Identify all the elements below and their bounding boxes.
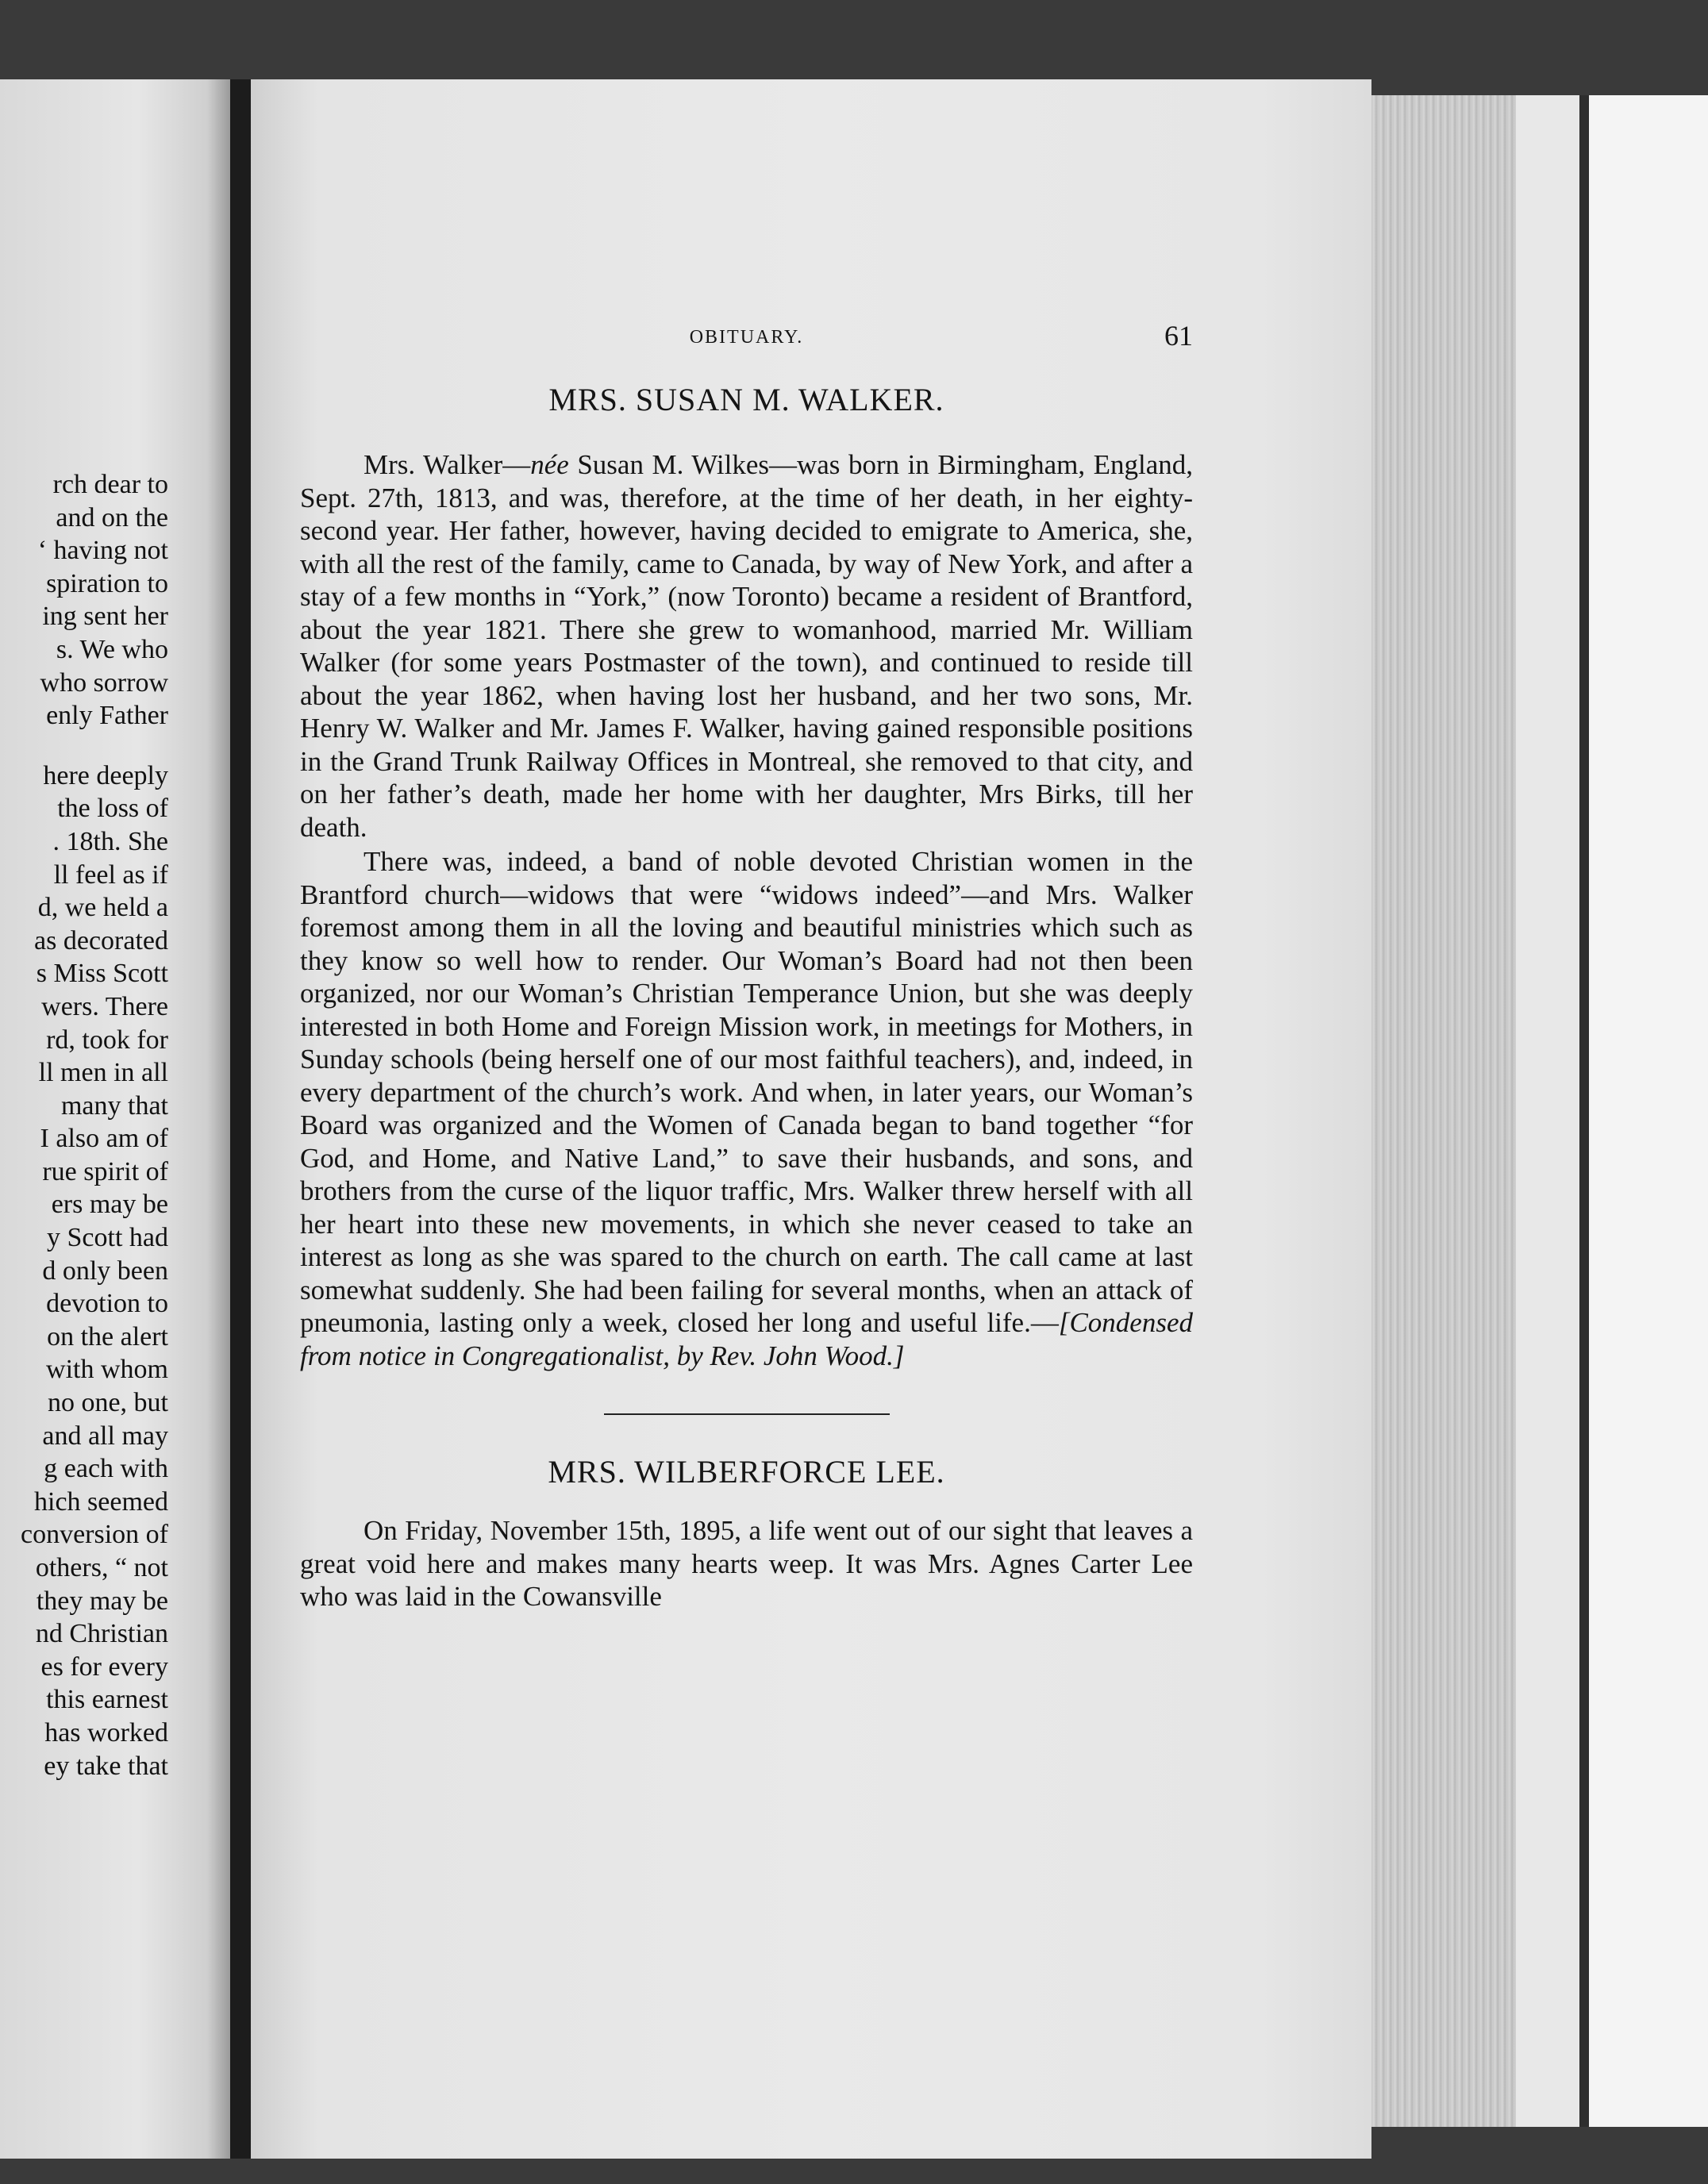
previous-page-line: they may be (36, 1586, 168, 1616)
page-stack-edge (1371, 95, 1516, 2127)
previous-page-line: as decorated (34, 925, 168, 956)
previous-page-line: rch dear to (52, 470, 168, 499)
page-number: 61 (1164, 320, 1193, 352)
previous-page-line: enly Father (46, 701, 168, 731)
background-sheet (1589, 95, 1708, 2127)
previous-page-line: . 18th. She (52, 826, 168, 856)
previous-page-line: many that (60, 1090, 168, 1121)
previous-page-line: rue spirit of (42, 1156, 168, 1186)
paragraph-lead: Mrs. Walker— (364, 449, 531, 480)
previous-page-line: with whom (46, 1355, 168, 1385)
previous-page-line: and on the (56, 502, 168, 533)
previous-page-line: g each with (44, 1454, 168, 1484)
previous-page-line: wers. There (41, 991, 168, 1021)
paragraph-walker-2 (300, 845, 1193, 1372)
page-fore-edge (1516, 95, 1587, 2127)
article-title-walker: MRS. SUSAN M. WALKER. (548, 382, 944, 417)
paragraph-walker-1 (300, 448, 1193, 844)
previous-page-line: this earnest (46, 1685, 168, 1715)
previous-page (0, 79, 230, 2159)
paragraph-body: There was, indeed, a band of noble devoted Christian women in the Brantford church—widows that were “widows indeed”—and Mrs. Walker foremost among them in all the loving and beautiful ministries which such as they know so well how to render. Our Woman’s Board had not then been organized, nor our Woman’s Christian Temperance Union, but she was deeply interested in both Home and Foreign Mission work, in meetings for Mothers, in Sunday schools (being herself one of our most faithful teachers), and, indeed, in every department of the church’s work. And when, in later years, our Woman’s Board was organized and the Women of Canada began to band together “for God, and Home, and Native Land,” to save their husbands, and sons, and brothers from the curse of the liquor traffic, Mrs. Walker threw herself with all her heart into these new movements, in which she never ceased to take an interest as long as she was spared to the church on earth. The call came at last somewhat suddenly. She had been failing for several months, when an attack of pneumonia, lasting only a week, closed her long and useful life.— (300, 846, 1193, 1338)
previous-page-line: y Scott had (47, 1223, 168, 1253)
previous-page-line: devotion to (46, 1289, 168, 1319)
article-title-lee: MRS. WILBERFORCE LEE. (548, 1454, 945, 1490)
previous-page-line: rd, took for (46, 1025, 168, 1055)
previous-page-line: d, we held a (37, 893, 168, 923)
previous-page-line: ll feel as if (53, 859, 168, 890)
running-title: OBITUARY. (689, 327, 804, 348)
nee-italic: née (530, 449, 569, 480)
previous-page-line: who sorrow (40, 667, 168, 698)
previous-page-line: the loss of (57, 794, 168, 824)
section-divider (604, 1413, 890, 1415)
previous-page-line: I also am of (40, 1124, 168, 1154)
previous-page-line: s. We who (56, 634, 168, 664)
previous-page-line: ey take that (44, 1751, 168, 1781)
previous-page-line: on the alert (47, 1321, 168, 1352)
previous-page-line: nd Christian (35, 1619, 168, 1649)
previous-page-line: ll men in all (38, 1058, 168, 1088)
previous-page-line: d only been (42, 1255, 168, 1286)
running-head (300, 317, 1193, 365)
page-text-column (300, 317, 1193, 1613)
previous-page-line: s Miss Scott (36, 959, 168, 989)
previous-page-line: ers may be (51, 1190, 168, 1220)
previous-page-line: has worked (44, 1717, 168, 1748)
previous-page-line: es for every (40, 1651, 168, 1682)
previous-page-line: ‘ having not (37, 536, 168, 566)
previous-page-line: hich seemed (34, 1486, 168, 1517)
paragraph-lee-1: On Friday, November 15th, 1895, a life went out of our sight that leaves a great void here and makes many hearts weep. It was Mrs. Agnes Carter Lee who was laid in the Cowansville (300, 1515, 1193, 1612)
previous-page-text (0, 468, 168, 1782)
citation-note: [Condensed from notice in Congregationalist, by Rev. John Wood.] (300, 1307, 1193, 1371)
previous-page-line: no one, but (47, 1388, 168, 1418)
previous-page-line: here deeply (43, 760, 168, 790)
previous-page-line: ing sent her (42, 602, 168, 632)
previous-page-line: spiration to (46, 568, 168, 598)
previous-page-line: others, “ not (35, 1553, 168, 1582)
paragraph-body: Susan M. Wilkes—was born in Birmingham, England, Sept. 27th, 1813, and was, therefore, at the time of her death, in her eighty-second year. Her father, however, having decided to emigrate to America, she, with all the rest of the family, came to Canada, by way of New York, and after a stay of a few months in “York,” (now Toronto) became a resident of Brantford, about the year 1821. There she grew to womanhood, married Mr. William Walker (for some years Postmaster of the town), and continued to reside till about the year 1862, when having lost her husband, and her two sons, Mr. Henry W. Walker and Mr. James F. Walker, having gained responsible positions in the Grand Trunk Railway Offices in Montreal, she removed to that city, and on her father’s death, made her home with her daughter, Mrs Birks, till her death. (300, 449, 1193, 843)
previous-page-line: and all may (42, 1421, 168, 1451)
page-edge-shadow (1579, 95, 1589, 2127)
previous-page-line: conversion of (20, 1520, 168, 1550)
